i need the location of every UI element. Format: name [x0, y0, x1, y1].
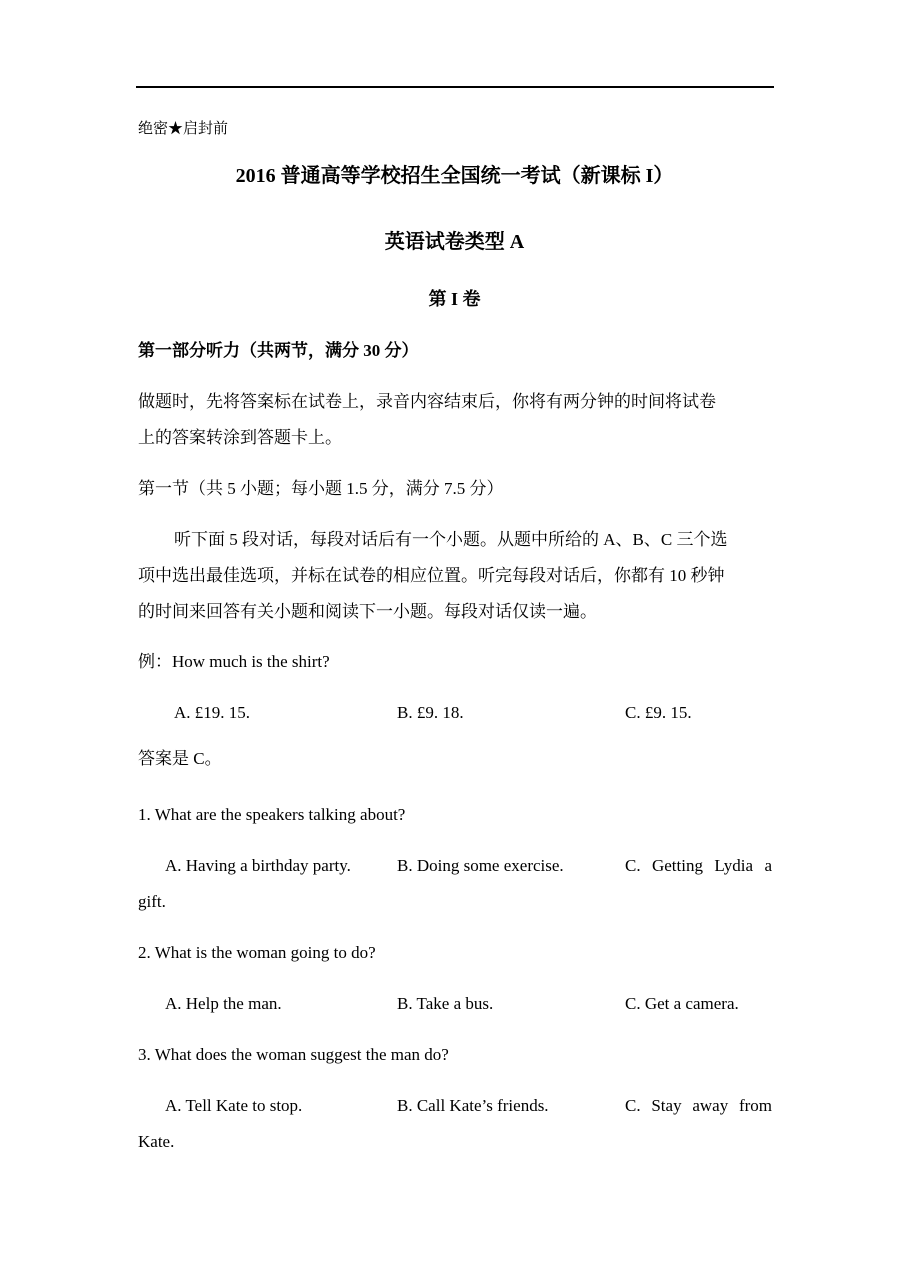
- example-question: 例：How much is the shirt?: [138, 652, 330, 671]
- question-1-option-c-word: C.: [625, 856, 641, 875]
- section1-heading: 第一节（共 5 小题；每小题 1.5 分，满分 7.5 分）: [138, 479, 504, 498]
- question-3-option-c-word: Stay: [651, 1096, 682, 1115]
- question-1-option-c-word: a: [764, 856, 772, 875]
- question-3-option-c-continued: Kate.: [138, 1132, 175, 1151]
- section1-line-3: 的时间来回答有关小题和阅读下一小题。每段对话仅读一遍。: [138, 602, 597, 621]
- example-option-a: A. £19. 15.: [174, 703, 251, 722]
- secret-mark: 绝密★启封前: [138, 121, 229, 137]
- example-answer: 答案是 C。: [138, 749, 222, 768]
- question-3-option-b: B. Call Kate’s friends.: [397, 1096, 549, 1115]
- part1-heading: 第一部分听力（共两节，满分 30 分）: [138, 341, 419, 360]
- volume-label: 第 I 卷: [428, 289, 481, 309]
- question-1-stem: 1. What are the speakers talking about?: [138, 805, 406, 824]
- question-1-option-c: [625, 856, 772, 876]
- question-1-option-c-word: Lydia: [714, 856, 754, 875]
- example-option-c: C. £9. 15.: [625, 703, 692, 722]
- top-rule: [136, 86, 774, 88]
- question-1-option-c-word: Getting: [651, 856, 703, 875]
- instruction-line-1: 做题时，先将答案标在试卷上，录音内容结束后，你将有两分钟的时间将试卷: [138, 392, 716, 411]
- paper-type: 英语试卷类型 A: [384, 231, 525, 253]
- section1-line-2: 项中选出最佳选项，并标在试卷的相应位置。听完每段对话后，你都有 10 秒钟: [138, 566, 725, 585]
- question-3-option-c-word: away: [692, 1096, 729, 1115]
- question-1-option-a: A. Having a birthday party.: [165, 856, 351, 875]
- question-2-stem: 2. What is the woman going to do?: [138, 943, 376, 962]
- question-3-stem: 3. What does the woman suggest the man do?: [138, 1045, 449, 1064]
- question-3-option-a: A. Tell Kate to stop.: [165, 1096, 303, 1115]
- instruction-line-2: 上的答案转涂到答题卡上。: [138, 428, 342, 447]
- question-2-option-a: A. Help the man.: [165, 994, 282, 1013]
- question-2-option-b: B. Take a bus.: [397, 994, 494, 1013]
- example-option-b: B. £9. 18.: [397, 703, 464, 722]
- question-1-option-c-continued: gift.: [138, 892, 166, 911]
- question-3-option-c: [625, 1096, 772, 1116]
- question-3-option-c-word: from: [738, 1096, 772, 1115]
- exam-title: 2016 普通高等学校招生全国统一考试（新课标 I）: [235, 165, 674, 187]
- question-1-option-b: B. Doing some exercise.: [397, 856, 564, 875]
- question-3-option-c-word: C.: [625, 1096, 641, 1115]
- section1-line-1: 听下面 5 段对话，每段对话后有一个小题。从题中所给的 A、B、C 三个选: [174, 530, 728, 549]
- question-2-option-c: C. Get a camera.: [625, 994, 739, 1013]
